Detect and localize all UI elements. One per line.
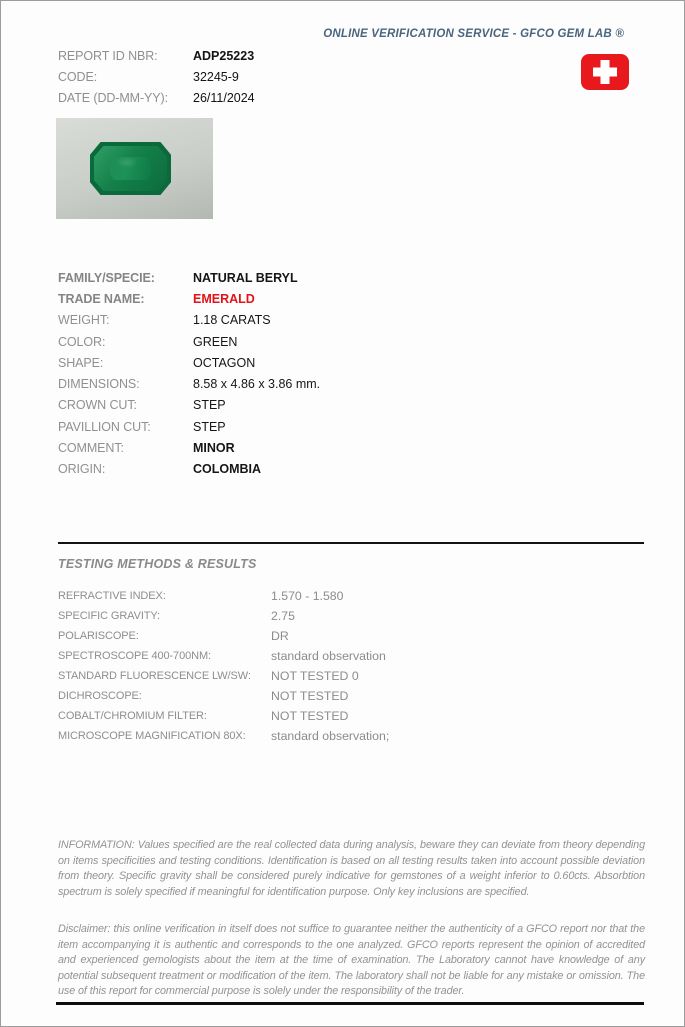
field-label: DICHROSCOPE: <box>58 690 142 702</box>
gem-facets <box>94 146 167 191</box>
field-label: WEIGHT: <box>58 313 110 328</box>
table-row <box>58 310 320 331</box>
date-value: 26/11/2024 <box>193 90 255 105</box>
gem-table-facet <box>110 157 151 180</box>
polariscope-value: DR <box>271 629 289 643</box>
table-row <box>58 331 320 352</box>
table-row <box>58 416 320 437</box>
field-label: TRADE NAME: <box>58 291 145 306</box>
fluorescence-value: NOT TESTED 0 <box>271 669 359 683</box>
table-row <box>58 626 389 646</box>
field-label: REFRACTIVE INDEX: <box>58 590 166 602</box>
table-row <box>58 459 320 480</box>
microscope-value: standard observation; <box>271 729 390 743</box>
field-label: MICROSCOPE MAGNIFICATION 80X: <box>58 730 246 742</box>
field-label: DIMENSIONS: <box>58 377 140 392</box>
section-divider <box>58 542 644 544</box>
identification-table <box>58 267 320 480</box>
origin-value: COLOMBIA <box>193 462 262 477</box>
dichroscope-value: NOT TESTED <box>271 689 349 703</box>
table-row <box>58 586 389 606</box>
code-row <box>58 66 255 87</box>
refractive-index-value: 1.570 - 1.580 <box>271 589 344 603</box>
table-row <box>58 288 320 309</box>
gemstone-photo <box>56 118 213 219</box>
report-id-value: ADP25223 <box>193 48 255 63</box>
table-row <box>58 373 320 394</box>
family-specie-value: NATURAL BERYL <box>193 270 298 285</box>
field-label: CROWN CUT: <box>58 398 137 413</box>
field-label: CODE: <box>58 69 98 84</box>
disclaimer-paragraph: Disclaimer: this online verification in itself does not suffice to guarantee neither the authenticity of a GFCO report nor that the item accompanying it is authentic and corresponds to the one analyzed. GFCO reports represent the opinion of accredited and experienced gemologists about the item at the time of examination. The Laboratory cannot have knowledge of any potential subsequent treatment or modification of the item. The laboratory shall not be liable for any mistake or omission. The use of this report for commercial purpose is solely under the responsibility of the trader. <box>58 923 645 998</box>
specific-gravity-value: 2.75 <box>271 609 295 623</box>
field-label: SPECIFIC GRAVITY: <box>58 610 161 622</box>
table-row <box>58 606 389 626</box>
field-label: SHAPE: <box>58 355 104 370</box>
emerald-gem-image <box>90 142 171 195</box>
table-row <box>58 686 389 706</box>
table-row <box>58 666 389 686</box>
color-value: GREEN <box>193 334 238 349</box>
table-row <box>58 267 320 288</box>
field-label: DATE (DD-MM-YY): <box>58 90 168 105</box>
pavillion-cut-value: STEP <box>193 419 226 434</box>
field-label: STANDARD FLUORESCENCE LW/SW: <box>58 670 251 682</box>
field-label: ORIGIN: <box>58 462 106 477</box>
gem-highlight <box>119 160 135 165</box>
table-row <box>58 395 320 416</box>
information-paragraph: INFORMATION: Values specified are the real collected data during analysis, beware they can deviate from theory depending on items specificities and testing conditions. Identification is based on all testing results taken into account possible deviation from theory. Specific gravity shall be considered purely indicative for gemstones of a weight inferior to 0.60cts. Absorbtion spectrum is solely specified if meaningful for identification purpose. Only key inclusions are specified. <box>58 839 645 898</box>
weight-value: 1.18 CARATS <box>193 313 271 328</box>
swiss-cross-icon <box>581 54 629 90</box>
field-label: COBALT/CHROMIUM FILTER: <box>58 710 207 722</box>
testing-section-title: TESTING METHODS & RESULTS <box>58 557 257 571</box>
report-id-row <box>58 45 255 66</box>
field-label: REPORT ID NBR: <box>58 48 158 63</box>
field-label: FAMILY/SPECIE: <box>58 270 155 285</box>
field-label: COMMENT: <box>58 441 124 456</box>
report-header-fields <box>58 45 255 108</box>
code-value: 32245-9 <box>193 69 239 84</box>
table-row <box>58 726 389 746</box>
field-label: SPECTROSCOPE 400-700NM: <box>58 650 211 662</box>
bottom-rule <box>56 1002 644 1005</box>
table-row <box>58 646 389 666</box>
trade-name-value: EMERALD <box>193 291 255 306</box>
spectroscope-value: standard observation <box>271 649 386 663</box>
crown-cut-value: STEP <box>193 398 226 413</box>
table-row <box>58 437 320 458</box>
field-label: COLOR: <box>58 334 106 349</box>
shape-value: OCTAGON <box>193 355 256 370</box>
service-title: ONLINE VERIFICATION SERVICE - GFCO GEM LAB ® <box>323 28 624 40</box>
field-label: POLARISCOPE: <box>58 630 139 642</box>
comment-value: MINOR <box>193 441 235 456</box>
dimensions-value: 8.58 x 4.86 x 3.86 mm. <box>193 377 321 392</box>
date-row <box>58 87 255 108</box>
testing-results-table <box>58 586 389 746</box>
table-row <box>58 706 389 726</box>
table-row <box>58 352 320 373</box>
field-label: PAVILLION CUT: <box>58 419 151 434</box>
cross-horizontal-bar <box>593 68 617 77</box>
cobalt-filter-value: NOT TESTED <box>271 709 349 723</box>
